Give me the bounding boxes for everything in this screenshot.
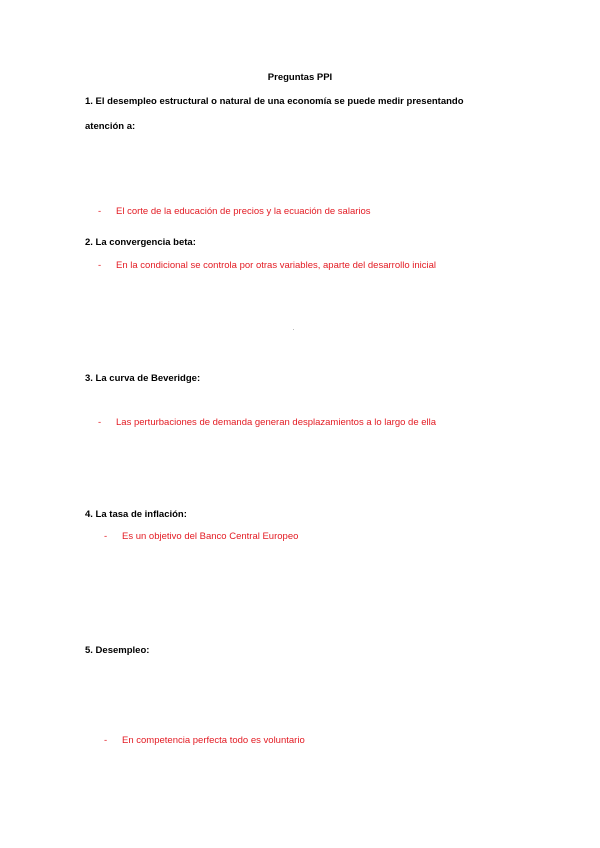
answer-2: [98, 260, 436, 272]
bullet-dash: -: [104, 531, 108, 542]
question-1-line-1: 1. El desempleo estructural o natural de una economía se puede medir presentando: [85, 96, 464, 107]
answer-1-text: El corte de la educación de precios y la ecuación de salarios: [116, 206, 371, 217]
bullet-dash: -: [98, 206, 102, 217]
answer-4-text: Es un objetivo del Banco Central Europeo: [122, 531, 299, 542]
bullet-dash: -: [98, 417, 102, 428]
answer-4: [104, 531, 298, 543]
bullet-dash: -: [98, 260, 102, 271]
answer-2-text: En la condicional se controla por otras variables, aparte del desarrollo inicial: [116, 260, 437, 271]
question-1-line-2: atención a:: [85, 121, 136, 132]
answer-3: [98, 417, 436, 429]
answer-5: [104, 735, 305, 747]
question-3: 3. La curva de Beveridge:: [85, 373, 201, 384]
question-2: 2. La convergencia beta:: [85, 237, 196, 248]
bullet-dash: -: [104, 735, 108, 746]
answer-3-text: Las perturbaciones de demanda generan desplazamientos a lo largo de ella: [116, 417, 437, 428]
answer-5-text: En competencia perfecta todo es voluntario: [122, 735, 305, 746]
answer-1: [98, 206, 371, 218]
stray-mark: [293, 329, 294, 330]
question-5: 5. Desempleo:: [85, 645, 150, 656]
document-title: Preguntas PPI: [267, 72, 333, 83]
question-4: 4. La tasa de inflación:: [85, 509, 187, 520]
